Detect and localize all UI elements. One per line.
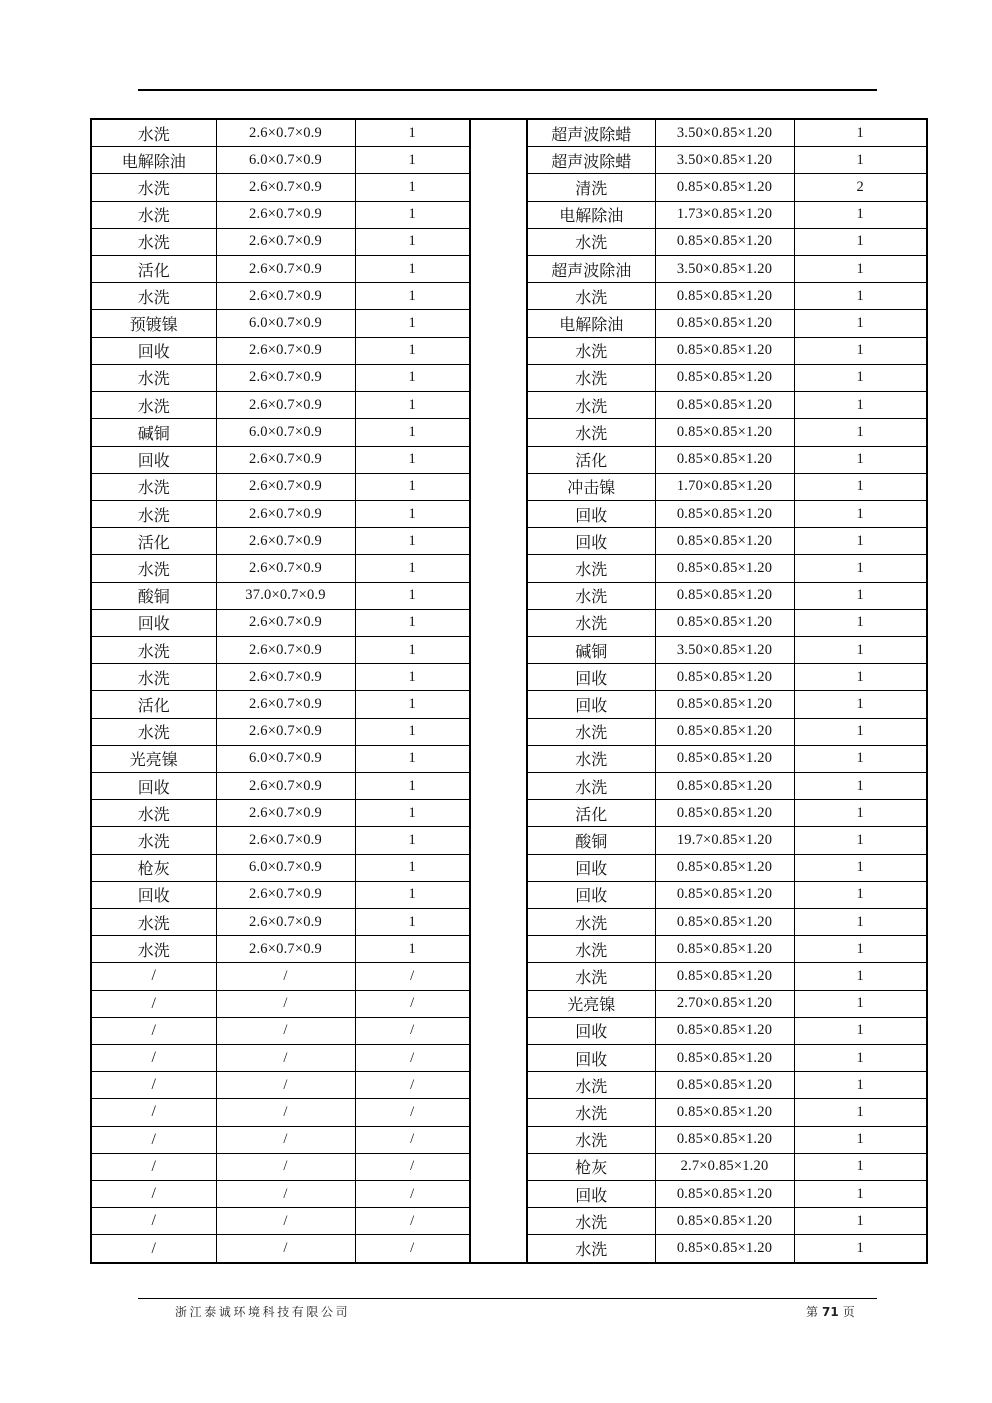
left-count-cell: 1 <box>355 310 470 337</box>
left-size-cell: / <box>216 1235 355 1263</box>
right-size-cell: 2.70×0.85×1.20 <box>655 990 794 1017</box>
left-size-cell: 2.6×0.7×0.9 <box>216 772 355 799</box>
left-size-cell: 2.6×0.7×0.9 <box>216 201 355 228</box>
right-size-cell: 0.85×0.85×1.20 <box>655 1017 794 1044</box>
left-size-cell: 2.6×0.7×0.9 <box>216 364 355 391</box>
left-count-cell: 1 <box>355 201 470 228</box>
left-name-cell: 水洗 <box>91 908 216 935</box>
right-name-cell: 水洗 <box>527 228 655 255</box>
left-count-cell: 1 <box>355 936 470 963</box>
left-count-cell: 1 <box>355 283 470 310</box>
left-size-cell: 2.6×0.7×0.9 <box>216 337 355 364</box>
left-count-cell: 1 <box>355 609 470 636</box>
left-count-cell: 1 <box>355 718 470 745</box>
left-name-cell: 回收 <box>91 881 216 908</box>
right-name-cell: 回收 <box>527 1017 655 1044</box>
right-size-cell: 0.85×0.85×1.20 <box>655 500 794 527</box>
table-row <box>91 119 927 147</box>
left-count-cell: 1 <box>355 392 470 419</box>
left-size-cell: / <box>216 1072 355 1099</box>
page-suffix: 页 <box>842 1305 855 1319</box>
right-count-cell: 1 <box>794 1072 927 1099</box>
left-count-cell: 1 <box>355 908 470 935</box>
left-size-cell: / <box>216 1126 355 1153</box>
left-count-cell: 1 <box>355 881 470 908</box>
right-size-cell: 0.85×0.85×1.20 <box>655 337 794 364</box>
right-size-cell: 0.85×0.85×1.20 <box>655 718 794 745</box>
right-name-cell: 水洗 <box>527 337 655 364</box>
left-count-cell: / <box>355 1235 470 1263</box>
left-count-cell: 1 <box>355 419 470 446</box>
right-size-cell: 0.85×0.85×1.20 <box>655 772 794 799</box>
right-name-cell: 活化 <box>527 800 655 827</box>
right-size-cell: 0.85×0.85×1.20 <box>655 528 794 555</box>
left-size-cell: 2.6×0.7×0.9 <box>216 555 355 582</box>
right-size-cell: 0.85×0.85×1.20 <box>655 800 794 827</box>
left-size-cell: 6.0×0.7×0.9 <box>216 147 355 174</box>
left-count-cell: 1 <box>355 446 470 473</box>
right-name-cell: 水洗 <box>527 582 655 609</box>
right-count-cell: 1 <box>794 1126 927 1153</box>
footer-rule <box>138 1298 877 1299</box>
left-count-cell: 1 <box>355 555 470 582</box>
left-name-cell: / <box>91 1235 216 1263</box>
left-name-cell: 水洗 <box>91 636 216 663</box>
right-count-cell: 1 <box>794 256 927 283</box>
left-name-cell: 活化 <box>91 528 216 555</box>
left-size-cell: 6.0×0.7×0.9 <box>216 854 355 881</box>
left-count-cell: 1 <box>355 582 470 609</box>
left-name-cell: 水洗 <box>91 555 216 582</box>
right-count-cell: 1 <box>794 147 927 174</box>
right-name-cell: 水洗 <box>527 364 655 391</box>
right-count-cell: 1 <box>794 1017 927 1044</box>
right-name-cell: 电解除油 <box>527 310 655 337</box>
right-count-cell: 1 <box>794 664 927 691</box>
table-body <box>91 119 927 1263</box>
left-count-cell: 1 <box>355 119 470 147</box>
spacer-column <box>470 119 527 1263</box>
right-count-cell: 1 <box>794 528 927 555</box>
right-name-cell: 水洗 <box>527 745 655 772</box>
left-name-cell: 水洗 <box>91 174 216 201</box>
right-count-cell: 1 <box>794 718 927 745</box>
left-name-cell: 水洗 <box>91 228 216 255</box>
right-name-cell: 回收 <box>527 528 655 555</box>
left-name-cell: 活化 <box>91 691 216 718</box>
left-size-cell: 6.0×0.7×0.9 <box>216 419 355 446</box>
equipment-table <box>90 118 928 1264</box>
left-name-cell: 水洗 <box>91 664 216 691</box>
right-size-cell: 0.85×0.85×1.20 <box>655 1126 794 1153</box>
left-size-cell: 2.6×0.7×0.9 <box>216 174 355 201</box>
right-size-cell: 0.85×0.85×1.20 <box>655 283 794 310</box>
left-size-cell: 2.6×0.7×0.9 <box>216 718 355 745</box>
right-count-cell: 1 <box>794 990 927 1017</box>
left-name-cell: 水洗 <box>91 800 216 827</box>
left-name-cell: / <box>91 1126 216 1153</box>
right-size-cell: 0.85×0.85×1.20 <box>655 310 794 337</box>
left-name-cell: 碱铜 <box>91 419 216 446</box>
left-size-cell: 2.6×0.7×0.9 <box>216 691 355 718</box>
left-name-cell: 酸铜 <box>91 582 216 609</box>
right-name-cell: 超声波除油 <box>527 256 655 283</box>
left-name-cell: / <box>91 1180 216 1207</box>
right-count-cell: 1 <box>794 555 927 582</box>
left-name-cell: 水洗 <box>91 392 216 419</box>
left-count-cell: / <box>355 1017 470 1044</box>
right-size-cell: 0.85×0.85×1.20 <box>655 419 794 446</box>
right-count-cell: 1 <box>794 201 927 228</box>
left-name-cell: / <box>91 990 216 1017</box>
left-size-cell: 2.6×0.7×0.9 <box>216 119 355 147</box>
right-size-cell: 0.85×0.85×1.20 <box>655 908 794 935</box>
left-name-cell: / <box>91 963 216 990</box>
left-name-cell: 回收 <box>91 609 216 636</box>
left-count-cell: / <box>355 1180 470 1207</box>
left-size-cell: / <box>216 990 355 1017</box>
right-count-cell: 1 <box>794 1153 927 1180</box>
right-count-cell: 1 <box>794 283 927 310</box>
right-count-cell: 1 <box>794 908 927 935</box>
left-count-cell: 1 <box>355 500 470 527</box>
left-name-cell: / <box>91 1208 216 1235</box>
right-name-cell: 水洗 <box>527 609 655 636</box>
right-size-cell: 0.85×0.85×1.20 <box>655 228 794 255</box>
page-number-value: 71 <box>822 1305 839 1319</box>
left-name-cell: / <box>91 1072 216 1099</box>
right-name-cell: 水洗 <box>527 718 655 745</box>
right-name-cell: 水洗 <box>527 555 655 582</box>
left-size-cell: 2.6×0.7×0.9 <box>216 664 355 691</box>
right-count-cell: 1 <box>794 1235 927 1263</box>
right-count-cell: 1 <box>794 473 927 500</box>
left-count-cell: 1 <box>355 473 470 500</box>
left-name-cell: 水洗 <box>91 936 216 963</box>
left-name-cell: / <box>91 1099 216 1126</box>
page-prefix: 第 <box>806 1305 819 1319</box>
right-size-cell: 0.85×0.85×1.20 <box>655 1235 794 1263</box>
right-name-cell: 回收 <box>527 881 655 908</box>
right-size-cell: 3.50×0.85×1.20 <box>655 636 794 663</box>
right-size-cell: 0.85×0.85×1.20 <box>655 1044 794 1071</box>
left-count-cell: / <box>355 1153 470 1180</box>
left-size-cell: 2.6×0.7×0.9 <box>216 256 355 283</box>
right-count-cell: 1 <box>794 228 927 255</box>
left-count-cell: 1 <box>355 854 470 881</box>
left-size-cell: 2.6×0.7×0.9 <box>216 473 355 500</box>
left-count-cell: 1 <box>355 691 470 718</box>
right-name-cell: 水洗 <box>527 1126 655 1153</box>
right-count-cell: 2 <box>794 174 927 201</box>
left-name-cell: 回收 <box>91 337 216 364</box>
right-size-cell: 3.50×0.85×1.20 <box>655 147 794 174</box>
left-count-cell: 1 <box>355 174 470 201</box>
right-count-cell: 1 <box>794 745 927 772</box>
right-count-cell: 1 <box>794 854 927 881</box>
right-count-cell: 1 <box>794 364 927 391</box>
right-size-cell: 0.85×0.85×1.20 <box>655 609 794 636</box>
left-name-cell: 水洗 <box>91 718 216 745</box>
right-count-cell: 1 <box>794 800 927 827</box>
right-count-cell: 1 <box>794 446 927 473</box>
left-size-cell: 2.6×0.7×0.9 <box>216 528 355 555</box>
left-count-cell: 1 <box>355 147 470 174</box>
left-size-cell: 2.6×0.7×0.9 <box>216 936 355 963</box>
right-name-cell: 清洗 <box>527 174 655 201</box>
right-name-cell: 水洗 <box>527 1099 655 1126</box>
left-size-cell: 2.6×0.7×0.9 <box>216 609 355 636</box>
right-name-cell: 回收 <box>527 854 655 881</box>
left-count-cell: 1 <box>355 528 470 555</box>
left-name-cell: / <box>91 1017 216 1044</box>
left-size-cell: 2.6×0.7×0.9 <box>216 283 355 310</box>
left-size-cell: / <box>216 1180 355 1207</box>
left-size-cell: 2.6×0.7×0.9 <box>216 800 355 827</box>
left-name-cell: 回收 <box>91 772 216 799</box>
left-name-cell: 水洗 <box>91 201 216 228</box>
right-name-cell: 水洗 <box>527 1072 655 1099</box>
left-name-cell: / <box>91 1044 216 1071</box>
right-name-cell: 光亮镍 <box>527 990 655 1017</box>
right-name-cell: 水洗 <box>527 963 655 990</box>
left-size-cell: / <box>216 1208 355 1235</box>
left-count-cell: / <box>355 1126 470 1153</box>
right-size-cell: 0.85×0.85×1.20 <box>655 1208 794 1235</box>
right-name-cell: 超声波除蜡 <box>527 147 655 174</box>
right-size-cell: 0.85×0.85×1.20 <box>655 936 794 963</box>
left-name-cell: 活化 <box>91 256 216 283</box>
left-count-cell: / <box>355 990 470 1017</box>
right-size-cell: 1.70×0.85×1.20 <box>655 473 794 500</box>
footer-company: 浙江泰诚环境科技有限公司 <box>175 1305 351 1319</box>
right-count-cell: 1 <box>794 1044 927 1071</box>
left-size-cell: / <box>216 1099 355 1126</box>
left-count-cell: / <box>355 1099 470 1126</box>
left-size-cell: / <box>216 1044 355 1071</box>
right-name-cell: 水洗 <box>527 772 655 799</box>
left-size-cell: 6.0×0.7×0.9 <box>216 310 355 337</box>
right-size-cell: 0.85×0.85×1.20 <box>655 174 794 201</box>
right-size-cell: 0.85×0.85×1.20 <box>655 881 794 908</box>
right-name-cell: 冲击镍 <box>527 473 655 500</box>
right-name-cell: 水洗 <box>527 283 655 310</box>
right-size-cell: 0.85×0.85×1.20 <box>655 963 794 990</box>
right-name-cell: 水洗 <box>527 392 655 419</box>
left-size-cell: 2.6×0.7×0.9 <box>216 500 355 527</box>
left-count-cell: / <box>355 1044 470 1071</box>
right-size-cell: 0.85×0.85×1.20 <box>655 745 794 772</box>
right-count-cell: 1 <box>794 636 927 663</box>
right-count-cell: 1 <box>794 1208 927 1235</box>
left-count-cell: 1 <box>355 228 470 255</box>
left-size-cell: 2.6×0.7×0.9 <box>216 228 355 255</box>
right-name-cell: 超声波除蜡 <box>527 119 655 147</box>
left-count-cell: 1 <box>355 772 470 799</box>
left-count-cell: 1 <box>355 636 470 663</box>
left-count-cell: / <box>355 963 470 990</box>
left-count-cell: 1 <box>355 256 470 283</box>
left-name-cell: 水洗 <box>91 827 216 854</box>
right-size-cell: 0.85×0.85×1.20 <box>655 364 794 391</box>
right-name-cell: 回收 <box>527 664 655 691</box>
right-size-cell: 0.85×0.85×1.20 <box>655 446 794 473</box>
right-count-cell: 1 <box>794 500 927 527</box>
right-name-cell: 回收 <box>527 500 655 527</box>
left-name-cell: 水洗 <box>91 500 216 527</box>
right-count-cell: 1 <box>794 772 927 799</box>
right-count-cell: 1 <box>794 609 927 636</box>
left-name-cell: 水洗 <box>91 364 216 391</box>
right-size-cell: 3.50×0.85×1.20 <box>655 119 794 147</box>
right-size-cell: 0.85×0.85×1.20 <box>655 1072 794 1099</box>
left-size-cell: 2.6×0.7×0.9 <box>216 908 355 935</box>
left-size-cell: / <box>216 1153 355 1180</box>
right-name-cell: 水洗 <box>527 419 655 446</box>
right-name-cell: 枪灰 <box>527 1153 655 1180</box>
left-count-cell: 1 <box>355 745 470 772</box>
left-name-cell: 水洗 <box>91 283 216 310</box>
right-count-cell: 1 <box>794 936 927 963</box>
left-size-cell: / <box>216 963 355 990</box>
right-size-cell: 0.85×0.85×1.20 <box>655 555 794 582</box>
left-name-cell: 回收 <box>91 446 216 473</box>
left-size-cell: / <box>216 1017 355 1044</box>
left-name-cell: 枪灰 <box>91 854 216 881</box>
left-name-cell: 预镀镍 <box>91 310 216 337</box>
right-count-cell: 1 <box>794 963 927 990</box>
right-count-cell: 1 <box>794 392 927 419</box>
left-size-cell: 37.0×0.7×0.9 <box>216 582 355 609</box>
right-size-cell: 0.85×0.85×1.20 <box>655 854 794 881</box>
right-count-cell: 1 <box>794 881 927 908</box>
right-count-cell: 1 <box>794 582 927 609</box>
right-name-cell: 水洗 <box>527 1235 655 1263</box>
left-name-cell: 水洗 <box>91 119 216 147</box>
right-count-cell: 1 <box>794 1099 927 1126</box>
right-count-cell: 1 <box>794 310 927 337</box>
right-size-cell: 3.50×0.85×1.20 <box>655 256 794 283</box>
right-size-cell: 0.85×0.85×1.20 <box>655 1180 794 1207</box>
left-size-cell: 2.6×0.7×0.9 <box>216 636 355 663</box>
right-name-cell: 酸铜 <box>527 827 655 854</box>
left-size-cell: 6.0×0.7×0.9 <box>216 745 355 772</box>
left-count-cell: 1 <box>355 827 470 854</box>
right-count-cell: 1 <box>794 691 927 718</box>
right-size-cell: 1.73×0.85×1.20 <box>655 201 794 228</box>
left-name-cell: 电解除油 <box>91 147 216 174</box>
right-name-cell: 水洗 <box>527 908 655 935</box>
right-size-cell: 0.85×0.85×1.20 <box>655 664 794 691</box>
left-size-cell: 2.6×0.7×0.9 <box>216 392 355 419</box>
left-count-cell: 1 <box>355 364 470 391</box>
right-name-cell: 电解除油 <box>527 201 655 228</box>
left-name-cell: 水洗 <box>91 473 216 500</box>
right-name-cell: 回收 <box>527 691 655 718</box>
page-number <box>806 1303 855 1320</box>
right-size-cell: 0.85×0.85×1.20 <box>655 1099 794 1126</box>
right-name-cell: 水洗 <box>527 936 655 963</box>
right-size-cell: 2.7×0.85×1.20 <box>655 1153 794 1180</box>
left-size-cell: 2.6×0.7×0.9 <box>216 446 355 473</box>
right-count-cell: 1 <box>794 827 927 854</box>
right-size-cell: 0.85×0.85×1.20 <box>655 691 794 718</box>
left-size-cell: 2.6×0.7×0.9 <box>216 881 355 908</box>
right-count-cell: 1 <box>794 337 927 364</box>
left-count-cell: 1 <box>355 337 470 364</box>
right-count-cell: 1 <box>794 119 927 147</box>
left-name-cell: 光亮镍 <box>91 745 216 772</box>
right-name-cell: 回收 <box>527 1180 655 1207</box>
right-name-cell: 回收 <box>527 1044 655 1071</box>
right-size-cell: 0.85×0.85×1.20 <box>655 582 794 609</box>
left-name-cell: / <box>91 1153 216 1180</box>
left-size-cell: 2.6×0.7×0.9 <box>216 827 355 854</box>
left-count-cell: / <box>355 1208 470 1235</box>
right-count-cell: 1 <box>794 419 927 446</box>
right-name-cell: 活化 <box>527 446 655 473</box>
right-name-cell: 水洗 <box>527 1208 655 1235</box>
left-count-cell: 1 <box>355 800 470 827</box>
header-rule <box>138 89 877 91</box>
left-count-cell: 1 <box>355 664 470 691</box>
right-size-cell: 19.7×0.85×1.20 <box>655 827 794 854</box>
right-size-cell: 0.85×0.85×1.20 <box>655 392 794 419</box>
right-name-cell: 碱铜 <box>527 636 655 663</box>
right-count-cell: 1 <box>794 1180 927 1207</box>
left-count-cell: / <box>355 1072 470 1099</box>
